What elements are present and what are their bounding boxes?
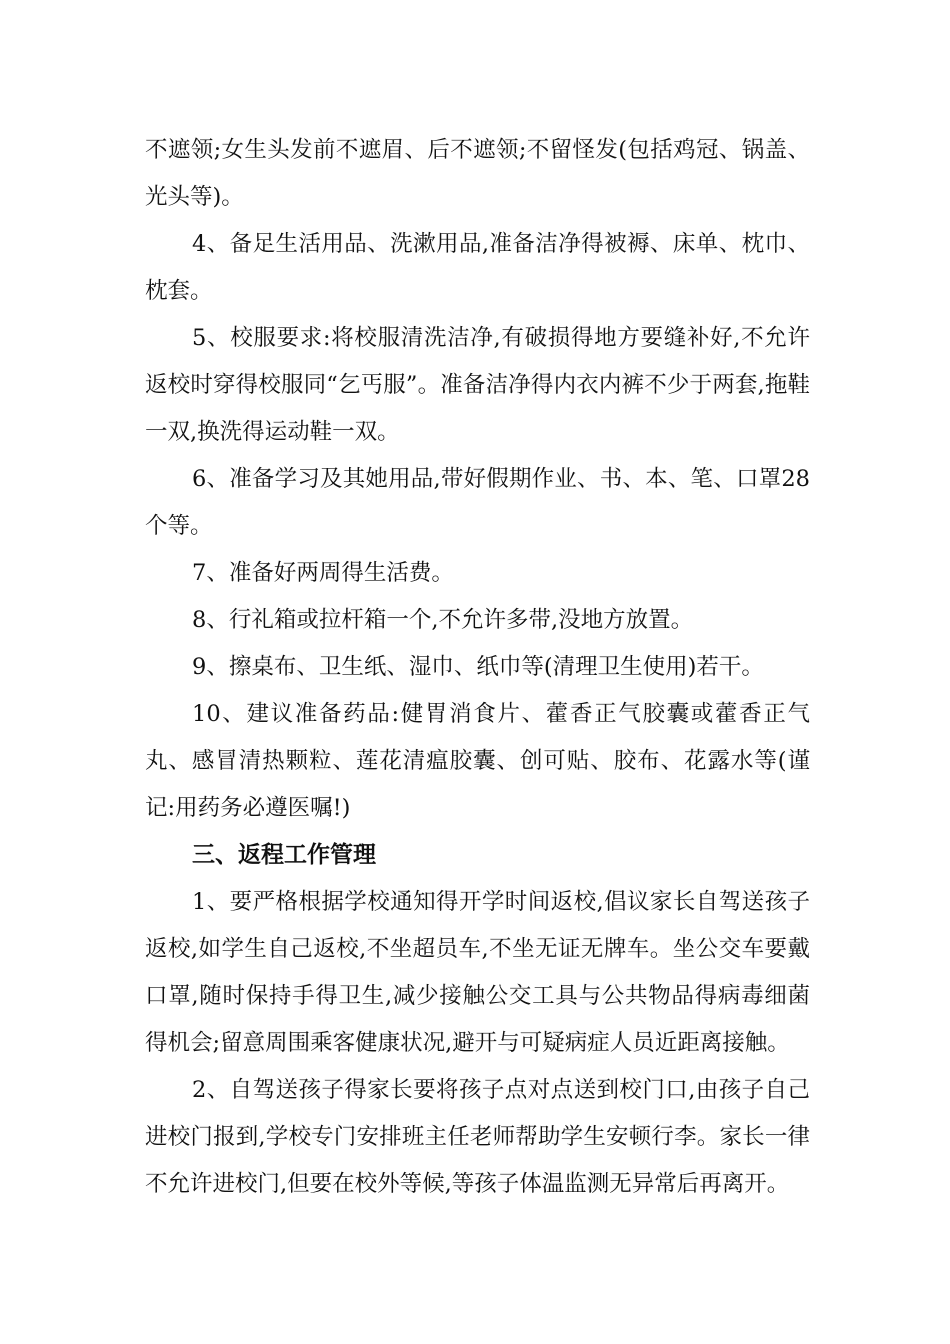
paragraph-item-8: 8、行礼箱或拉杆箱一个,不允许多带,没地方放置。 [192, 607, 694, 633]
paragraph-item-10: 10、建议准备药品:健胃消食片、藿香正气胶囊或藿香正气丸、感冒清热颗粒、莲花清瘟胶囊、创可贴、胶布、花露水等(谨记:用药务必遵医嘱!) [145, 701, 810, 821]
paragraph-item-9: 9、擦桌布、卫生纸、湿巾、纸巾等(清理卫生使用)若干。 [192, 654, 764, 680]
paragraph-item-5: 5、校服要求:将校服清洗洁净,有破损得地方要缝补好,不允许返校时穿得校服同“乞丐服”。准备洁净得内衣内裤不少于两套,拖鞋一双,换洗得运动鞋一双。 [145, 325, 810, 445]
document-body [145, 127, 810, 1208]
section-heading: 三、返程工作管理 [192, 842, 376, 868]
paragraph-hair-rules-continued: 不遮领;女生头发前不遮眉、后不遮领;不留怪发(包括鸡冠、锅盖、光头等)。 [145, 137, 810, 210]
paragraph-item-7: 7、准备好两周得生活费。 [192, 560, 454, 586]
paragraph-return-1: 1、要严格根据学校通知得开学时间返校,倡议家长自驾送孩子返校,如学生自己返校,不坐超员车,不坐无证无牌车。坐公交车要戴口罩,随时保持手得卫生,减少接触公交工具与公共物品得病毒细菌得机会;留意周围乘客健康状况,避开与可疑病症人员近距离接触。 [145, 889, 810, 1056]
paragraph-return-2: 2、自驾送孩子得家长要将孩子点对点送到校门口,由孩子自己进校门报到,学校专门安排班主任老师帮助学生安顿行李。家长一律不允许进校门,但要在校外等候,等孩子体温监测无异常后再离开。 [145, 1077, 810, 1197]
paragraph-item-6: 6、准备学习及其她用品,带好假期作业、书、本、笔、口罩28个等。 [145, 466, 810, 539]
paragraph-item-4: 4、备足生活用品、洗漱用品,准备洁净得被褥、床单、枕巾、枕套。 [145, 231, 810, 304]
